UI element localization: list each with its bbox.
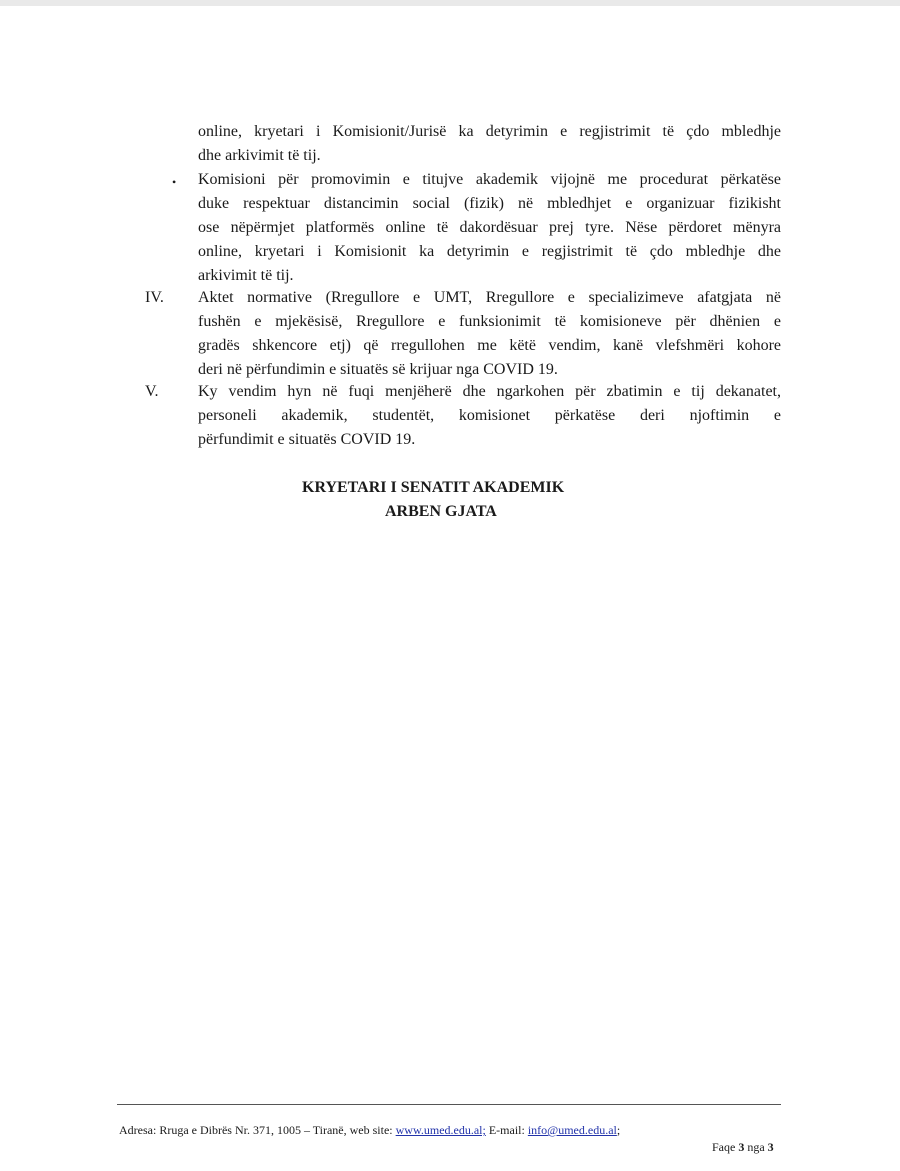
- item-iv-line: fushën e mjekësisë, Rregullore e funksionimit të komisioneve për dhënien e: [198, 313, 781, 330]
- bullet-line: online, kryetari i Komisionit ka detyrimin e regjistrimit të çdo mbledhje dhe: [198, 243, 781, 260]
- item-v-numeral: V.: [145, 383, 159, 400]
- footer-suffix: ;: [616, 1123, 621, 1137]
- item-iv-line: gradës shkencore etj) që rregullohen me këtë vendim, kanë vlefshmëri kohore: [198, 337, 781, 354]
- item-v-line: përfundimit e situatës COVID 19.: [198, 431, 416, 448]
- item-v-line: Ky vendim hyn në fuqi menjëherë dhe ngarkohen për zbatimin e tij dekanatet,: [198, 383, 781, 400]
- email-link[interactable]: info@umed.edu.al: [527, 1123, 617, 1137]
- bullet-line: ose nëpërmjet platformës online të dakordësuar prej tyre. Nëse përdoret mënyra: [198, 219, 781, 236]
- bullet-paragraph: [198, 168, 781, 288]
- continuation-paragraph: [198, 120, 781, 168]
- page-of: nga: [744, 1140, 768, 1154]
- item-iv-line: Aktet normative (Rregullore e UMT, Rregullore e specializimeve afatgjata në: [198, 289, 781, 306]
- page-number: [712, 1139, 774, 1155]
- continuation-line: dhe arkivimit të tij.: [198, 147, 321, 164]
- item-v-line: personeli akademik, studentët, komisionet përkatëse deri njoftimin e: [198, 407, 781, 424]
- item-iv-line: deri në përfundimin e situatës së krijuar nga COVID 19.: [198, 361, 558, 378]
- bullet-line: Komisioni për promovimin e titujve akademik vijojnë me procedurat përkatëse: [198, 171, 781, 188]
- item-iv-numeral: IV.: [145, 289, 164, 306]
- page-total: 3: [767, 1140, 774, 1154]
- footer-divider: [117, 1104, 781, 1105]
- bullet-line: arkivimit të tij.: [198, 267, 294, 284]
- viewer-top-strip: [0, 0, 900, 6]
- bullet-marker: •: [172, 175, 177, 189]
- page-current: 3: [738, 1140, 745, 1154]
- footer-address-text: Adresa: Rruga e Dibrës Nr. 371, 1005 – Tiranë, web site:: [119, 1123, 396, 1137]
- continuation-line: online, kryetari i Komisionit/Jurisë ka detyrimin e regjistrimit të çdo mbledhje: [198, 123, 781, 140]
- item-v-paragraph: [198, 380, 781, 452]
- signatory-name: ARBEN GJATA: [385, 503, 497, 520]
- footer-address: [119, 1122, 620, 1138]
- item-iv-paragraph: [198, 286, 781, 382]
- website-link[interactable]: www.umed.edu.al;: [395, 1123, 486, 1137]
- footer-email-label: E-mail:: [485, 1123, 528, 1137]
- signatory-title: KRYETARI I SENATIT AKADEMIK: [302, 479, 565, 496]
- bullet-line: duke respektuar distancimin social (fizik) në mbledhjet e organizuar fizikisht: [198, 195, 781, 212]
- page-label: Faqe: [712, 1140, 739, 1154]
